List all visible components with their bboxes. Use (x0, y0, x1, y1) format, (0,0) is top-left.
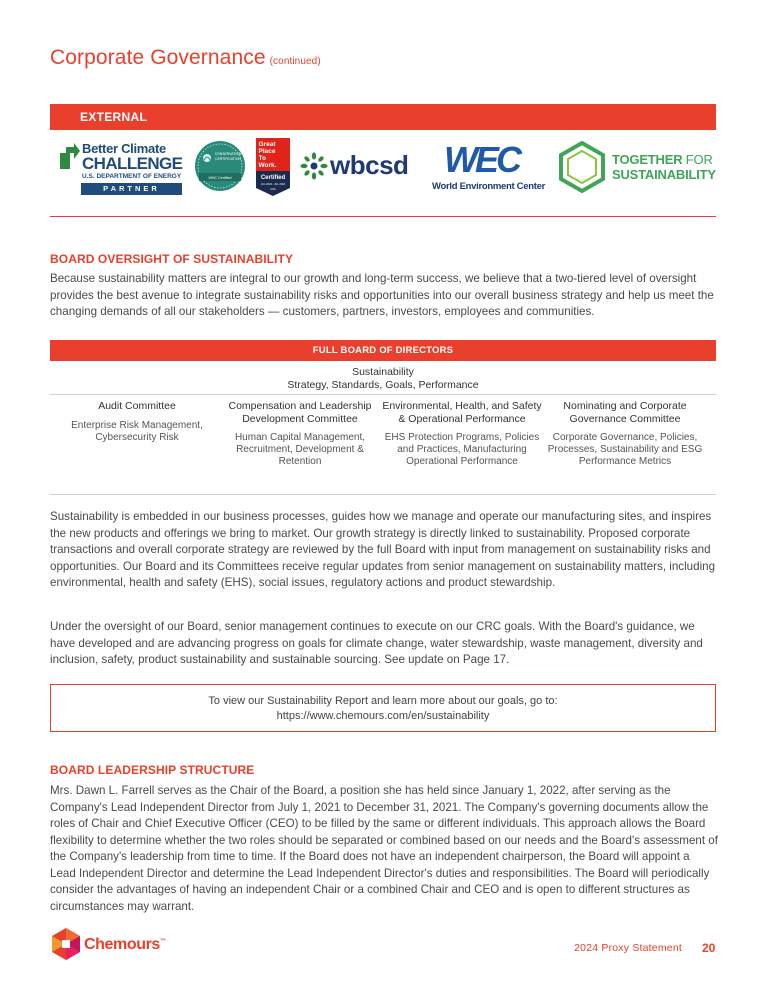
committee-audit (56, 400, 218, 444)
gptw-line4: Work. (258, 162, 277, 169)
committee-ehs (381, 400, 543, 468)
conservation-badge-icon (194, 140, 246, 192)
committee-desc: Enterprise Risk Management, Cybersecurity Risk (71, 419, 203, 443)
bcc-line2: CHALLENGE (82, 154, 183, 173)
leadership-heading: BOARD LEADERSHIP STRUCTURE (50, 763, 255, 777)
gptw-line1: Great (258, 141, 276, 148)
committee-name: Environmental, Health, and Safety & Operational Performance (382, 400, 542, 425)
board-oversight-intro: Because sustainability matters are integral to our growth and long-term success, we believe that a two-tiered level of oversight provides the best avenue to integrate sustainability risks and opportunities into our overall business strategy and help us meet the changing demands of all our stakeholders — customers, partners, investors, employees and communities. (50, 272, 714, 318)
committee-name: Audit Committee (98, 400, 176, 412)
wbcsd-text: wbcsd (330, 150, 409, 180)
footer-doc-title: 2024 Proxy Statement (574, 942, 682, 954)
cons-line1: CONSERVATION (214, 152, 242, 156)
page-title-suffix: (continued) (269, 56, 321, 67)
page-title-text: Corporate Governance (50, 46, 266, 69)
committee-name: Nominating and Corporate Governance Committee (563, 400, 687, 425)
full-board-bar: FULL BOARD OF DIRECTORS (50, 340, 716, 361)
cons-line3: WHC Certified (208, 176, 232, 180)
climate-arrow-icon (60, 143, 80, 169)
sustainability-report-callout (50, 684, 716, 732)
bcc-line1: Better Climate (82, 141, 166, 156)
page-title (50, 46, 321, 70)
chemours-name (84, 936, 166, 954)
committee-desc: Corporate Governance, Policies, Processes, Sustainability and ESG Performance Metrics (547, 432, 703, 467)
sustainability-embedded-para: Sustainability is embedded in our business processes, guides how we manage and operate our manufacturing sites, and inspires the new products and offerings we bring to market. Our growth strategy is directly linked to sustainability. Proposed corporate transactions and overall corporate strategy are reviewed by the full Board with input from management on sustainability risks and opportunities. Our Board and its Committees receive regular updates from senior management on sustainability matters, including environmental, health and safety (EHS), social issues, regulatory actions and product stewardship. (50, 510, 716, 589)
together-for-sustainability-logo (556, 139, 714, 195)
board-oversight-heading: BOARD OVERSIGHT OF SUSTAINABILITY (50, 252, 294, 266)
full-board-description (50, 366, 716, 392)
external-bar: EXTERNAL (50, 104, 716, 130)
callout-text: To view our Sustainability Report and learn more about our goals, go to: (208, 695, 558, 707)
tfs-line1 (612, 152, 713, 167)
gptw-line6: JUL 2023 - JUL 2024 (260, 183, 286, 186)
better-climate-challenge-logo (60, 141, 182, 195)
crc-goals-para: Under the oversight of our Board, senior management continues to execute on our CRC goals. With the Board's guidance, we have developed and are advancing progress on goals for climate change, water stewardship, waste management, diversity and inclusion, safety, product sustainability and sustainable sourcing. See update on Page 17. (50, 620, 703, 666)
chemours-mark-icon (50, 928, 82, 962)
gptw-line7: USA (270, 188, 276, 191)
tfs-line1b: FOR (682, 152, 713, 167)
conservation-certification-logo (194, 140, 246, 192)
committee-compensation (219, 400, 381, 468)
world-environment-center-logo (432, 141, 548, 197)
board-divider-top (50, 394, 716, 395)
gptw-badge-icon (256, 138, 290, 196)
full-board-line1: Sustainability (352, 366, 414, 378)
page-number: 20 (702, 941, 716, 955)
chemours-tm: ™ (159, 938, 166, 945)
committee-desc: Human Capital Management, Recruitment, Development & Retention (234, 432, 366, 467)
chemours-logo (50, 928, 180, 962)
great-place-to-work-logo (256, 138, 290, 196)
partner-logos (50, 138, 716, 200)
tfs-line1a: TOGETHER (612, 152, 683, 167)
wbcsd-logo (300, 150, 426, 184)
bcc-line3: U.S. DEPARTMENT OF ENERGY (82, 173, 182, 180)
cons-line2: CERTIFICATION (215, 157, 241, 161)
leadership-para: Mrs. Dawn L. Farrell serves as the Chair of the Board, a position she has held since January 1, 2022, after serving as the Company's Lead Independent Director from July 1, 2021 to December 31, 2021. The Company's governing documents allow the roles of Chair and Chief Executive Officer (CEO) to be filled by the same or different individuals. This approach allows the Board flexibility to determine whether the two roles should be separated or combined based on our needs and the Board's assessment of the Company's leadership from time to time. If the Board does not have an independent chairperson, the Board will appoint a Lead Independent Director and determine the Lead Independent Director's duties and responsibilities. The Board will periodically consider the advantages of having an independent Chair or a combined Chair and CEO and is open to different structures as circumstances may warrant. (50, 784, 718, 913)
gptw-line5: Certified (260, 175, 286, 181)
sustainability-link[interactable]: https://www.chemours.com/en/sustainability (276, 710, 490, 722)
chemours-name-text: Chemours (84, 936, 160, 953)
tfs-line2: SUSTAINABILITY (612, 167, 716, 182)
gptw-line2: Place (258, 148, 276, 155)
wec-small: World Environment Center (432, 181, 545, 192)
board-divider-bottom (50, 494, 716, 495)
gptw-line3: To (258, 155, 266, 162)
section-divider (50, 216, 716, 217)
committee-desc: EHS Protection Programs, Policies and Practices, Manufacturing Operational Performance (384, 432, 540, 467)
committee-nominating (544, 400, 706, 468)
bcc-partner: PARTNER (81, 183, 182, 195)
tfs-hexagon-icon (556, 141, 608, 193)
full-board-line2: Strategy, Standards, Goals, Performance (287, 379, 479, 391)
committee-name: Compensation and Leadership Development Committee (228, 400, 372, 425)
wbcsd-leaf-icon (300, 152, 328, 180)
wec-big: WEC (444, 139, 519, 180)
